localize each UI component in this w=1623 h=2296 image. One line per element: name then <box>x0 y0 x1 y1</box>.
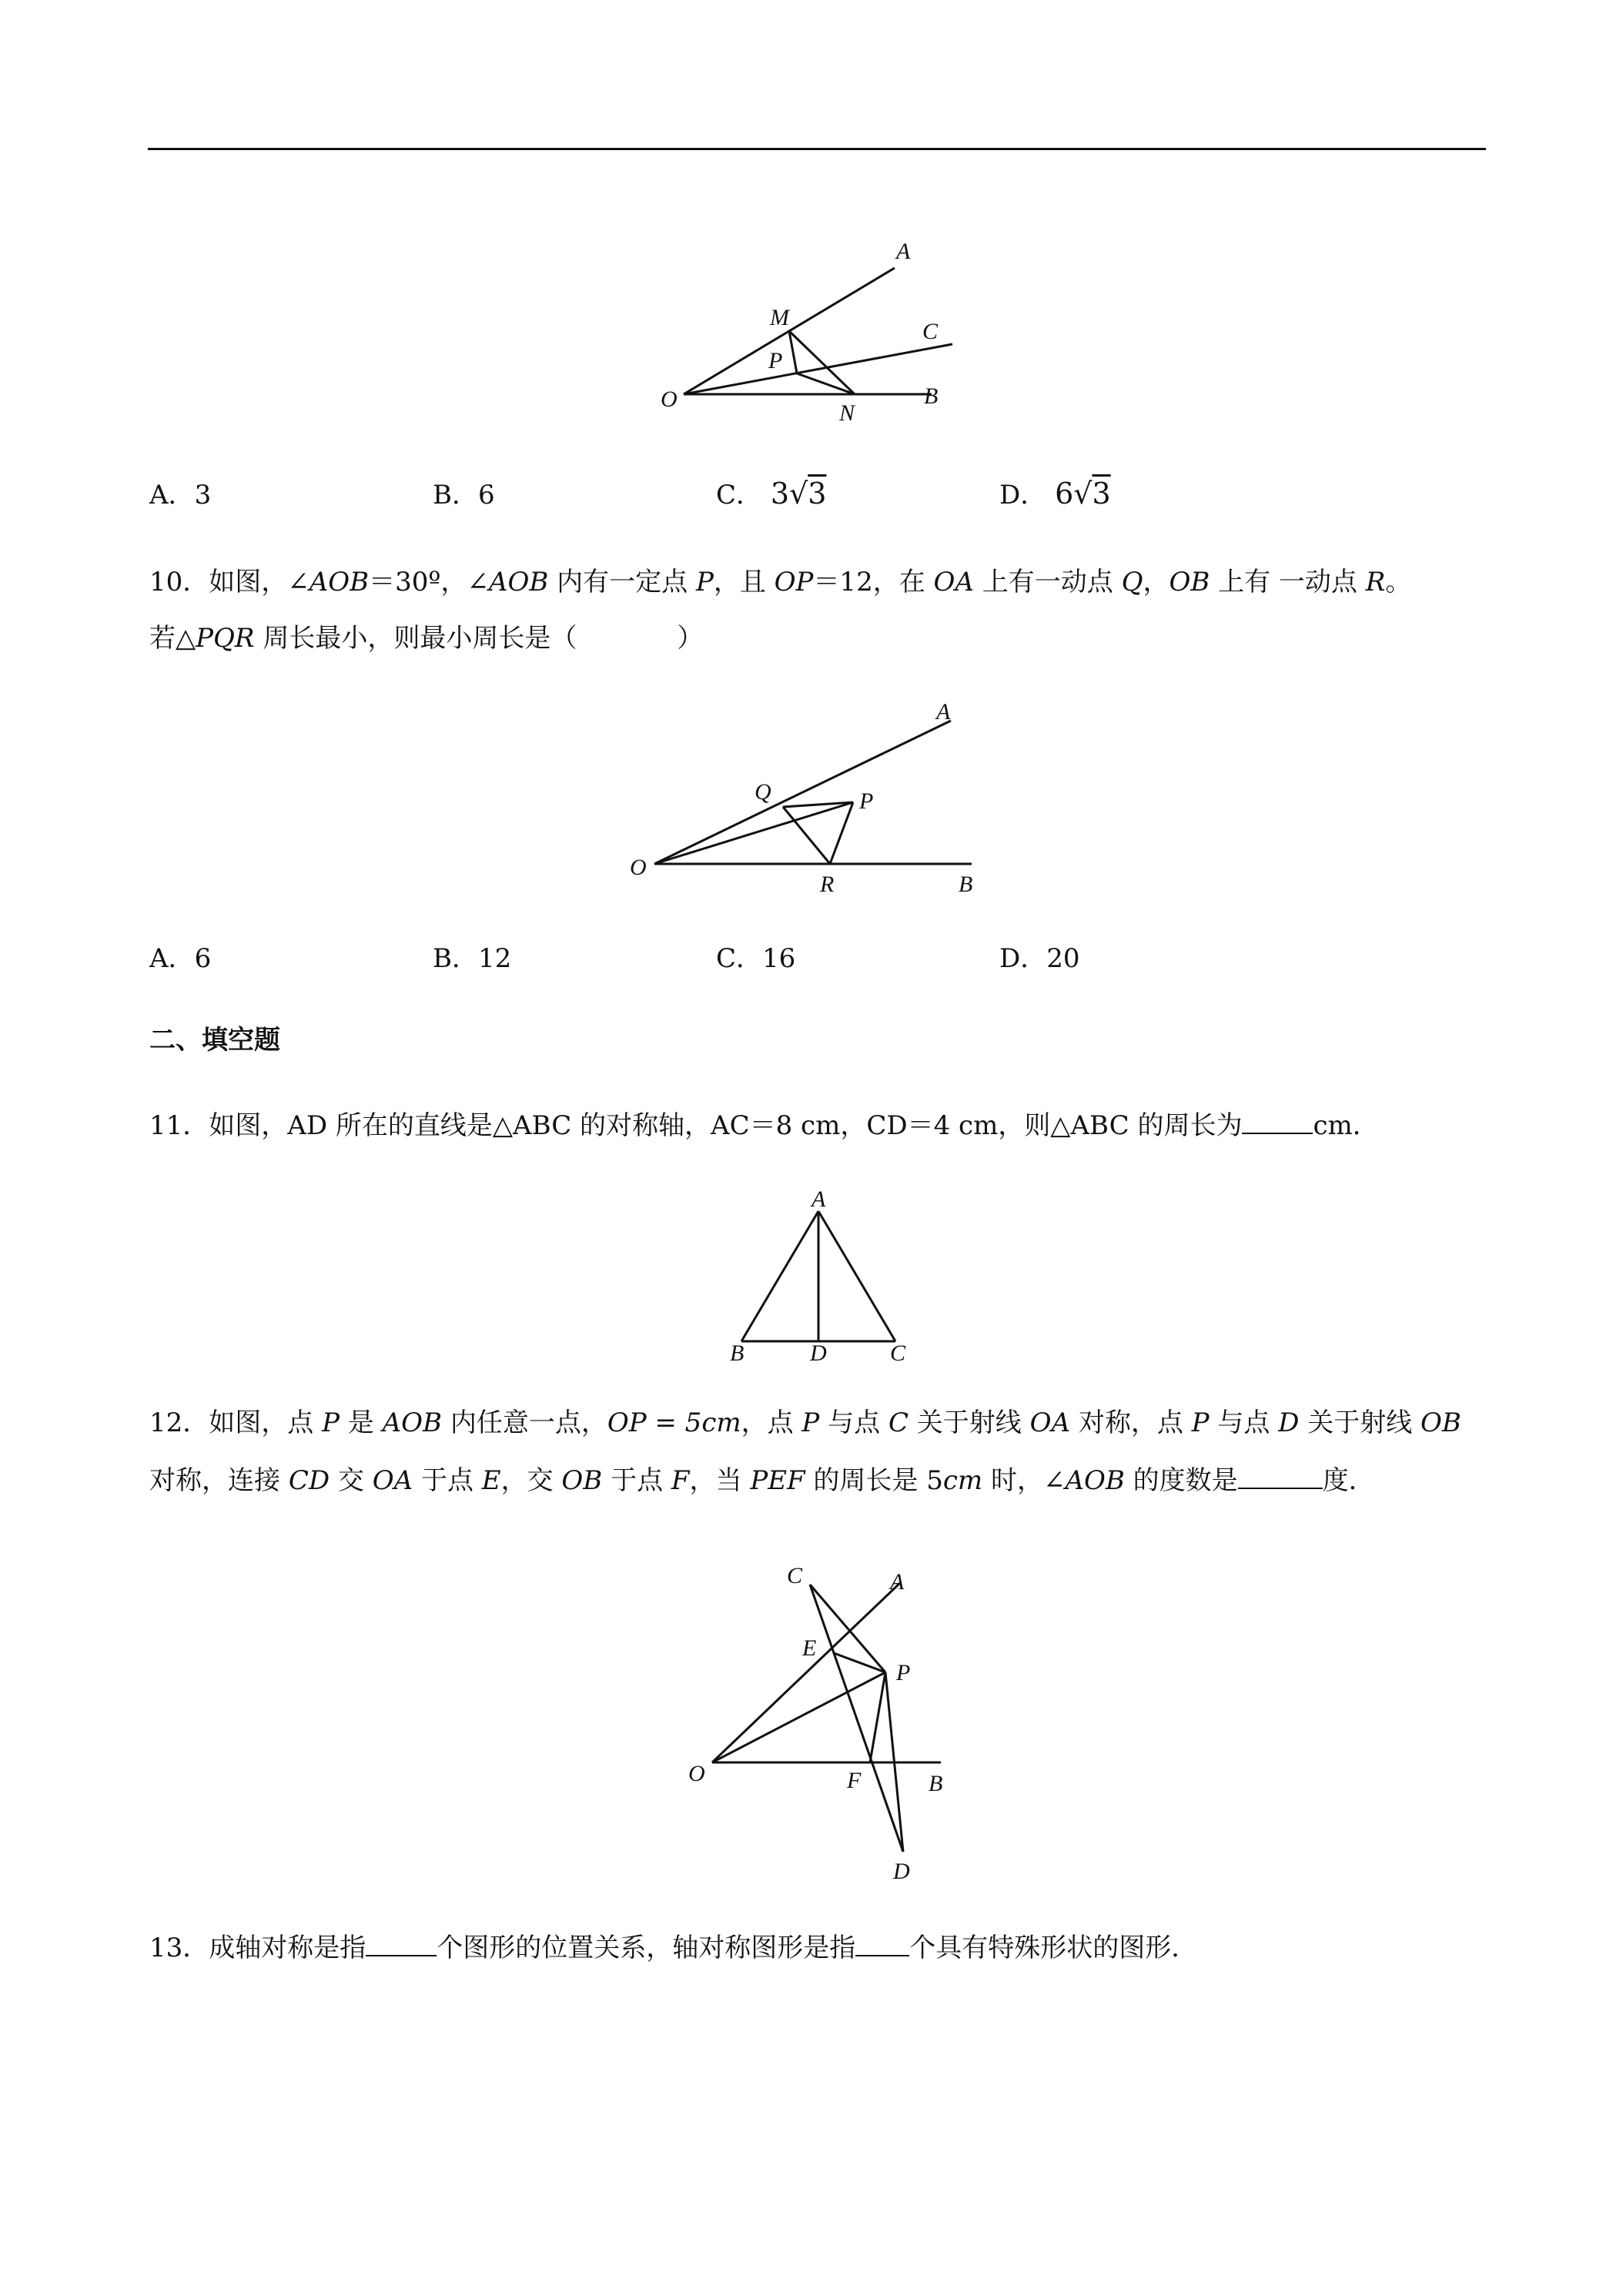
q10-label-q: Q <box>755 779 771 805</box>
q11-label-b: B <box>730 1340 745 1366</box>
q10-seg-rp <box>830 802 853 864</box>
q12-label-d: D <box>893 1859 910 1884</box>
q10-figure <box>624 693 986 901</box>
q10-option-c: C．16 <box>716 943 796 974</box>
q12-figure <box>678 1555 970 1894</box>
q9-option-b: B．6 <box>433 480 495 510</box>
q10-option-d: D．20 <box>999 943 1080 974</box>
q12-line1: 12．如图，点 P 是 AOB 内任意一点，OP = 5cm，点 P 与点 C 关于射线 OA 对称，点 P 与点 D 关于射线 OB <box>149 1407 1461 1438</box>
q9-label-a: A <box>896 239 911 264</box>
q12-seg-op <box>712 1672 885 1762</box>
q9-label-p: P <box>768 348 783 373</box>
q9-seg-mn <box>789 331 855 394</box>
q10-option-a: A．6 <box>149 943 212 974</box>
q13-text: 13．成轴对称是指 个图形的位置关系，轴对称图形是指 个具有特殊形状的图形． <box>149 1933 1198 1963</box>
q11-figure <box>716 1182 924 1367</box>
q9-option-c-value: 3√3 <box>770 477 827 510</box>
q9-option-d-value: 6√3 <box>1055 477 1111 510</box>
q11-label-d: D <box>810 1340 827 1366</box>
q12-label-a: A <box>890 1569 905 1595</box>
q12-label-e: E <box>802 1635 817 1661</box>
q9-label-m: M <box>770 305 789 330</box>
q11-seg-ab <box>741 1211 818 1341</box>
q12-label-f: F <box>847 1768 862 1793</box>
q10-line2: 若△PQR 周长最小，则最小周长是（ ） <box>149 623 704 654</box>
q9-option-a: A．3 <box>149 480 212 510</box>
q10-line1: 10．如图，∠AOB＝30º，∠AOB 内有一定点 P，且 OP＝12，在 OA 上有一动点 Q，OB 上有 一动点 R。 <box>149 567 1412 597</box>
q10-label-p: P <box>859 788 874 814</box>
q10-ray-oa <box>654 721 951 864</box>
q12-label-o: O <box>688 1761 705 1786</box>
q10-label-b: B <box>959 872 973 897</box>
q10-option-b: B．12 <box>433 943 512 974</box>
q9-seg-pn <box>797 373 855 394</box>
q12-line2: 对称，连接 CD 交 OA 于点 E，交 OB 于点 F，当 PEF 的周长是 5cm 时，∠AOB 的度数是 度． <box>149 1465 1375 1496</box>
q11-text: 11．如图，AD 所在的直线是△ABC 的对称轴，AC＝8 cm，CD＝4 cm，则△ABC 的周长为 cm． <box>149 1110 1379 1141</box>
q11-label-c: C <box>890 1340 906 1366</box>
q10-label-o: O <box>630 855 647 880</box>
q9-label-b: B <box>924 383 939 409</box>
q11-seg-ac <box>818 1211 895 1341</box>
q9-option-d: D． 6√3 <box>999 477 1111 510</box>
q12-label-b: B <box>929 1771 943 1796</box>
q10-seg-qr <box>783 807 830 864</box>
q10-label-r: R <box>820 872 835 897</box>
q12-ray-oa <box>712 1582 901 1762</box>
header-rule <box>148 148 1486 150</box>
q9-label-n: N <box>839 400 855 426</box>
q12-label-c: C <box>787 1563 803 1588</box>
q11-label-a: A <box>812 1186 826 1212</box>
q9-option-c: C． 3√3 <box>716 477 827 510</box>
q9-label-c: C <box>922 319 939 344</box>
q12-label-p: P <box>896 1660 911 1685</box>
q10-label-a: A <box>936 699 951 725</box>
q9-label-o: O <box>661 387 678 412</box>
q12-seg-pf <box>870 1672 885 1762</box>
q9-figure <box>654 231 962 431</box>
section-title: 二、填空题 <box>149 1025 280 1056</box>
